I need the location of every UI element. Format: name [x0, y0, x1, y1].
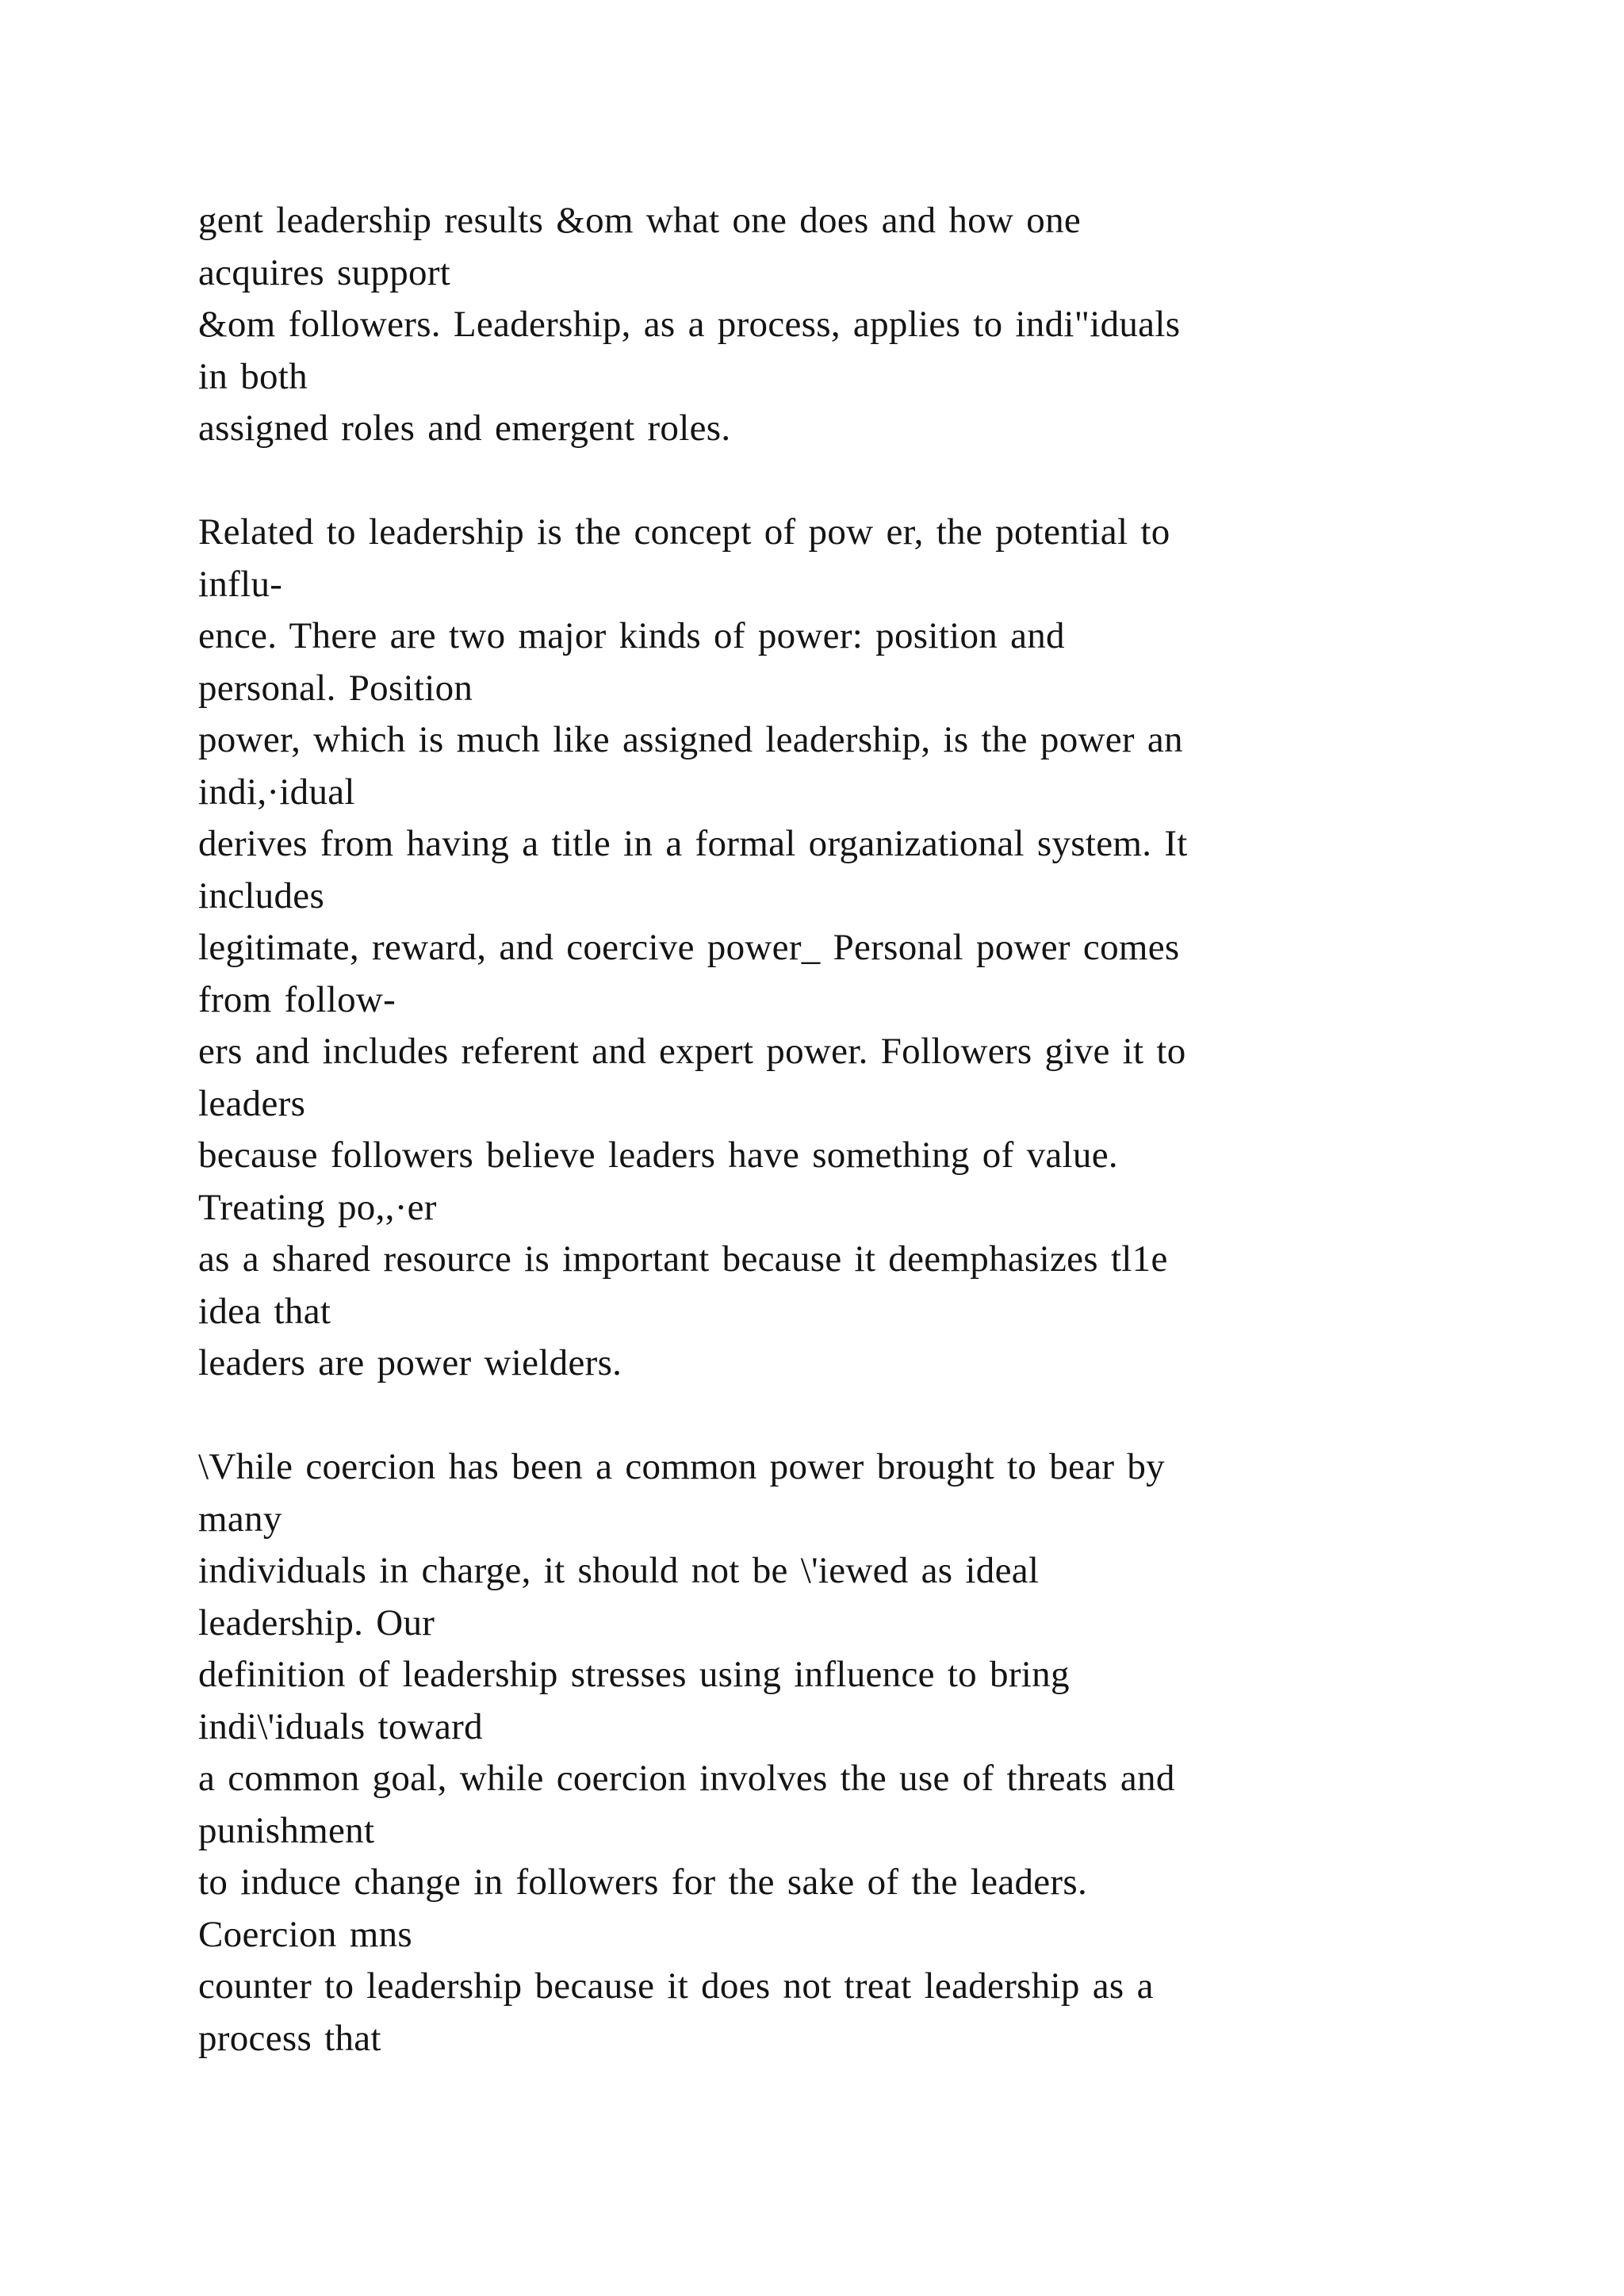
text-line: Coercion mns — [198, 1913, 412, 1955]
text-line: process that — [198, 2017, 381, 2059]
paragraph-3 — [198, 1441, 1546, 2064]
text-line: in both — [198, 355, 308, 397]
text-line: \Vhile coercion has been a common power brought to bear by — [198, 1446, 1165, 1487]
text-line: to induce change in followers for the sake of the leaders. — [198, 1862, 1088, 1903]
text-line: leaders are power wielders. — [198, 1342, 622, 1383]
text-line: idea that — [198, 1290, 331, 1332]
text-line: power, which is much like assigned leadership, is the power an — [198, 719, 1183, 760]
text-line: derives from having a title in a formal organizational system. It — [198, 823, 1188, 864]
document-body — [198, 195, 1546, 2064]
text-line: definition of leadership stresses using influence to bring — [198, 1654, 1070, 1695]
text-line: &om followers. Leadership, as a process, applies to indi"iduals — [198, 304, 1181, 345]
paragraph-1 — [198, 195, 1546, 455]
text-line: acquires support — [198, 251, 451, 293]
text-line: a common goal, while coercion involves the use of threats and — [198, 1758, 1175, 1799]
text-line: personal. Position — [198, 667, 473, 709]
text-line: many — [198, 1498, 282, 1540]
text-line: as a shared resource is important because it deemphasizes tl1e — [198, 1238, 1168, 1280]
text-line: Treating po,,·er — [198, 1186, 437, 1228]
text-line: individuals in charge, it should not be \'iewed as ideal — [198, 1550, 1040, 1591]
paragraph-2 — [198, 507, 1546, 1390]
text-line: punishment — [198, 1809, 375, 1851]
text-line: includes — [198, 874, 325, 916]
text-line: assigned roles and emergent roles. — [198, 408, 731, 449]
text-line: because followers believe leaders have something of value. — [198, 1135, 1118, 1176]
text-line: indi\'iduals toward — [198, 1705, 483, 1747]
text-line: leadership. Our — [198, 1601, 435, 1644]
text-line: ence. There are two major kinds of power: position and — [198, 615, 1065, 656]
paragraph-gap — [198, 1390, 1546, 1442]
paragraph-gap — [198, 455, 1546, 507]
text-line: Related to leadership is the concept of pow er, the potential to — [198, 511, 1170, 553]
text-line: indi,·idual — [198, 771, 355, 813]
text-line: legitimate, reward, and coercive power_ Personal power comes — [198, 927, 1180, 968]
text-line: influ- — [198, 563, 283, 605]
text-line: gent leadership results &om what one does and how one — [198, 200, 1082, 241]
text-line: from follow- — [198, 978, 396, 1020]
text-line: counter to leadership because it does not treat leadership as a — [198, 1965, 1154, 2007]
text-line: ers and includes referent and expert power. Followers give it to — [198, 1031, 1186, 1072]
text-line: leaders — [198, 1082, 306, 1124]
